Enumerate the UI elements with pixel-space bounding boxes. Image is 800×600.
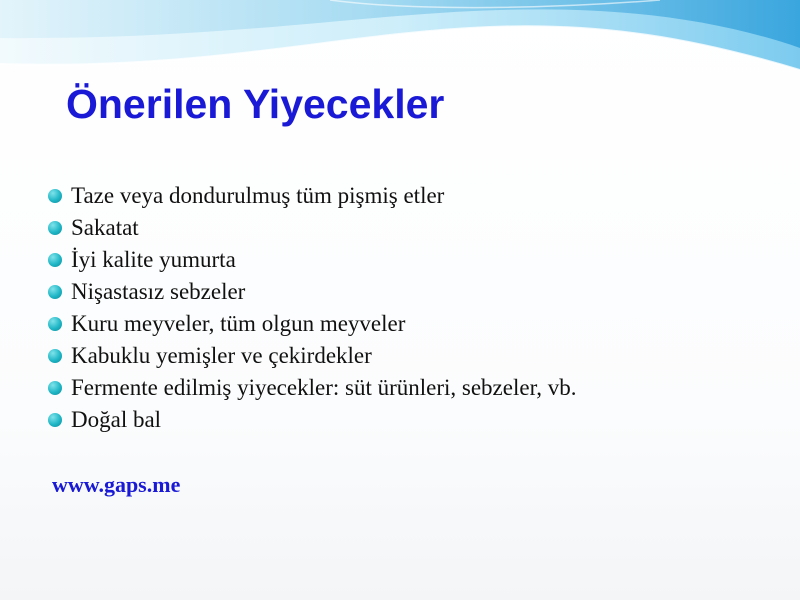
round-bullet-icon: [48, 285, 62, 299]
round-bullet-icon: [48, 221, 62, 235]
bullet-item: [48, 244, 577, 276]
round-bullet-icon: [48, 253, 62, 267]
bullet-item: [48, 340, 577, 372]
bullet-item: [48, 276, 577, 308]
round-bullet-icon: [48, 413, 62, 427]
bullet-text: İyi kalite yumurta: [71, 247, 236, 272]
round-bullet-icon: [48, 381, 62, 395]
bullet-text: Kuru meyveler, tüm olgun meyveler: [71, 311, 406, 336]
round-bullet-icon: [48, 349, 62, 363]
bullet-text: Doğal bal: [71, 407, 162, 432]
bullet-text: Nişastasız sebzeler: [71, 279, 246, 304]
bullet-item: [48, 404, 577, 436]
bullet-item: [48, 372, 577, 404]
bullet-item: [48, 308, 577, 340]
round-bullet-icon: [48, 189, 62, 203]
bullet-text: Sakatat: [71, 215, 139, 240]
bullet-text: Kabuklu yemişler ve çekirdekler: [71, 343, 372, 368]
bullet-text: Fermente edilmiş yiyecekler: süt ürünleri, sebzeler, vb.: [71, 375, 577, 400]
round-bullet-icon: [48, 317, 62, 331]
bullet-item: [48, 180, 577, 212]
bullet-list: [48, 180, 577, 436]
footer-link[interactable]: www.gaps.me: [52, 472, 181, 497]
bullet-item: [48, 212, 577, 244]
slide-title: Önerilen Yiyecekler: [66, 81, 445, 127]
bullet-text: Taze veya dondurulmuş tüm pişmiş etler: [71, 183, 445, 208]
